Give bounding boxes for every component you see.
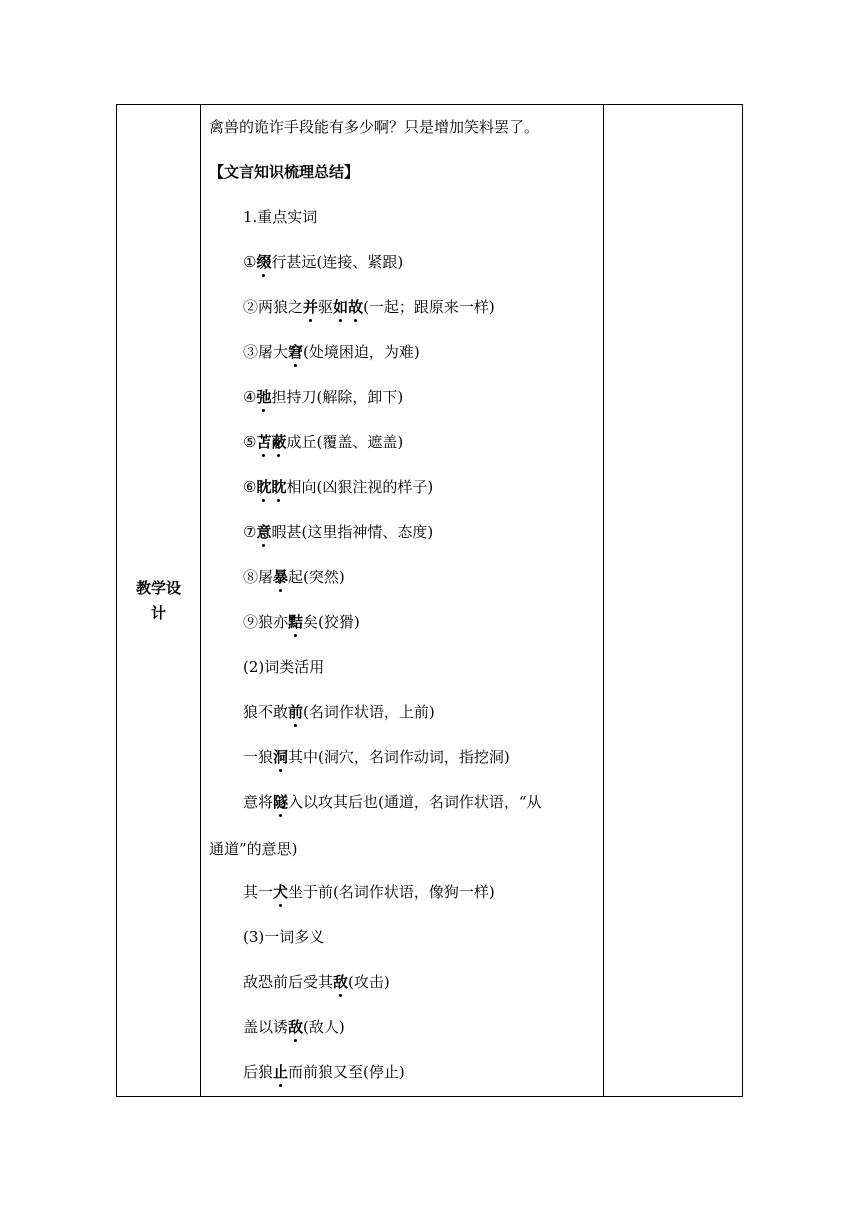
text-run: 通道”的意思) — [209, 840, 298, 858]
text-line — [243, 342, 420, 362]
row-label: 教学设计 — [135, 578, 181, 622]
text-run: ⑧屠 — [243, 568, 274, 586]
emphasized-char: 前 — [288, 703, 304, 721]
section-heading — [209, 162, 359, 182]
text-line — [243, 612, 360, 632]
text-run: 驱 — [318, 298, 334, 316]
emphasized-char: 蔽 — [271, 433, 287, 451]
text-run: (一起；跟原来一样) — [363, 298, 495, 316]
emphasized-char: 如 — [333, 298, 349, 316]
text-line — [243, 567, 345, 587]
emphasized-char: 眈 — [271, 478, 287, 496]
text-run: 起(突然) — [288, 568, 345, 586]
emphasized-char: 敌 — [288, 1018, 304, 1036]
text-line — [243, 702, 435, 722]
emphasized-char: 弛 — [256, 388, 272, 406]
text-run: ① — [243, 253, 257, 271]
text-run: 其中(洞穴，名词作动词，指挖洞) — [288, 748, 510, 766]
text-line — [243, 792, 542, 812]
emphasized-char: 苫 — [256, 433, 272, 451]
text-line — [243, 972, 390, 992]
text-run: (攻击) — [348, 973, 390, 991]
text-line — [243, 387, 403, 407]
text-line — [243, 207, 317, 227]
text-line — [243, 1062, 405, 1082]
text-run: 【文言知识梳理总结】 — [209, 163, 360, 181]
text-run: 成丘(覆盖、遮盖) — [286, 433, 404, 451]
text-run: 其一 — [243, 883, 274, 901]
emphasized-char: 黠 — [288, 613, 304, 631]
text-run: 盖以诱 — [243, 1018, 289, 1036]
text-run: 后狼 — [243, 1063, 274, 1081]
emphasized-char: 洞 — [273, 748, 289, 766]
text-run: 入以攻其后也(通道，名词作状语，“从 — [288, 793, 542, 811]
text-line — [243, 1017, 345, 1037]
emphasized-char: 犬 — [273, 883, 289, 901]
emphasized-char: 暴 — [273, 568, 289, 586]
notes-cell — [604, 105, 742, 1096]
text-line — [243, 882, 495, 902]
text-run: ⑥ — [243, 478, 257, 496]
text-line — [243, 747, 510, 767]
text-line — [243, 522, 433, 542]
text-run: ④ — [243, 388, 257, 406]
text-run: (2)词类活用 — [243, 658, 325, 676]
lesson-table — [116, 104, 743, 1097]
text-run: ②两狼之 — [243, 298, 304, 316]
text-run: 1.重点实词 — [243, 208, 318, 226]
text-run: (处境困迫，为难) — [303, 343, 420, 361]
text-run: 行甚远(连接、紧跟) — [271, 253, 404, 271]
text-run: 禽兽的诡诈手段能有多少啊？只是增加笑料罢了。 — [209, 118, 540, 136]
text-line — [243, 432, 403, 452]
text-run: 一狼 — [243, 748, 274, 766]
text-run: (名词作状语，上前) — [303, 703, 435, 721]
text-run: ⑨狼亦 — [243, 613, 289, 631]
text-run: 意将 — [243, 793, 274, 811]
emphasized-char: 窘 — [288, 343, 304, 361]
emphasized-char: 敌 — [333, 973, 349, 991]
text-run: 矣(狡猾) — [303, 613, 360, 631]
text-line — [243, 252, 403, 272]
emphasized-char: 眈 — [256, 478, 272, 496]
text-line — [209, 839, 298, 859]
text-run: 坐于前(名词作状语，像狗一样) — [288, 883, 495, 901]
text-line — [243, 297, 495, 317]
row-label-cell — [117, 105, 200, 1096]
text-run: 狼不敢 — [243, 703, 289, 721]
emphasized-char: 并 — [303, 298, 319, 316]
emphasized-char: 隧 — [273, 793, 289, 811]
emphasized-char: 缀 — [256, 253, 272, 271]
text-line — [243, 477, 433, 497]
text-run: 相向(凶狠注视的样子) — [286, 478, 434, 496]
text-run: ③屠大 — [243, 343, 289, 361]
text-run: 担持刀(解除，卸下) — [271, 388, 404, 406]
text-run: 敌恐前后受其 — [243, 973, 334, 991]
text-line — [209, 117, 539, 137]
text-run: ⑤ — [243, 433, 257, 451]
content-cell — [201, 105, 603, 1096]
emphasized-char: 意 — [256, 523, 272, 541]
text-run: (3)一词多义 — [243, 928, 325, 946]
emphasized-char: 故 — [348, 298, 364, 316]
text-run: 暇甚(这里指神情、态度) — [271, 523, 434, 541]
text-line — [243, 657, 324, 677]
text-run: 而前狼又至(停止) — [288, 1063, 405, 1081]
text-line — [243, 927, 324, 947]
text-run: ⑦ — [243, 523, 257, 541]
text-run: (敌人) — [303, 1018, 345, 1036]
emphasized-char: 止 — [273, 1063, 289, 1081]
